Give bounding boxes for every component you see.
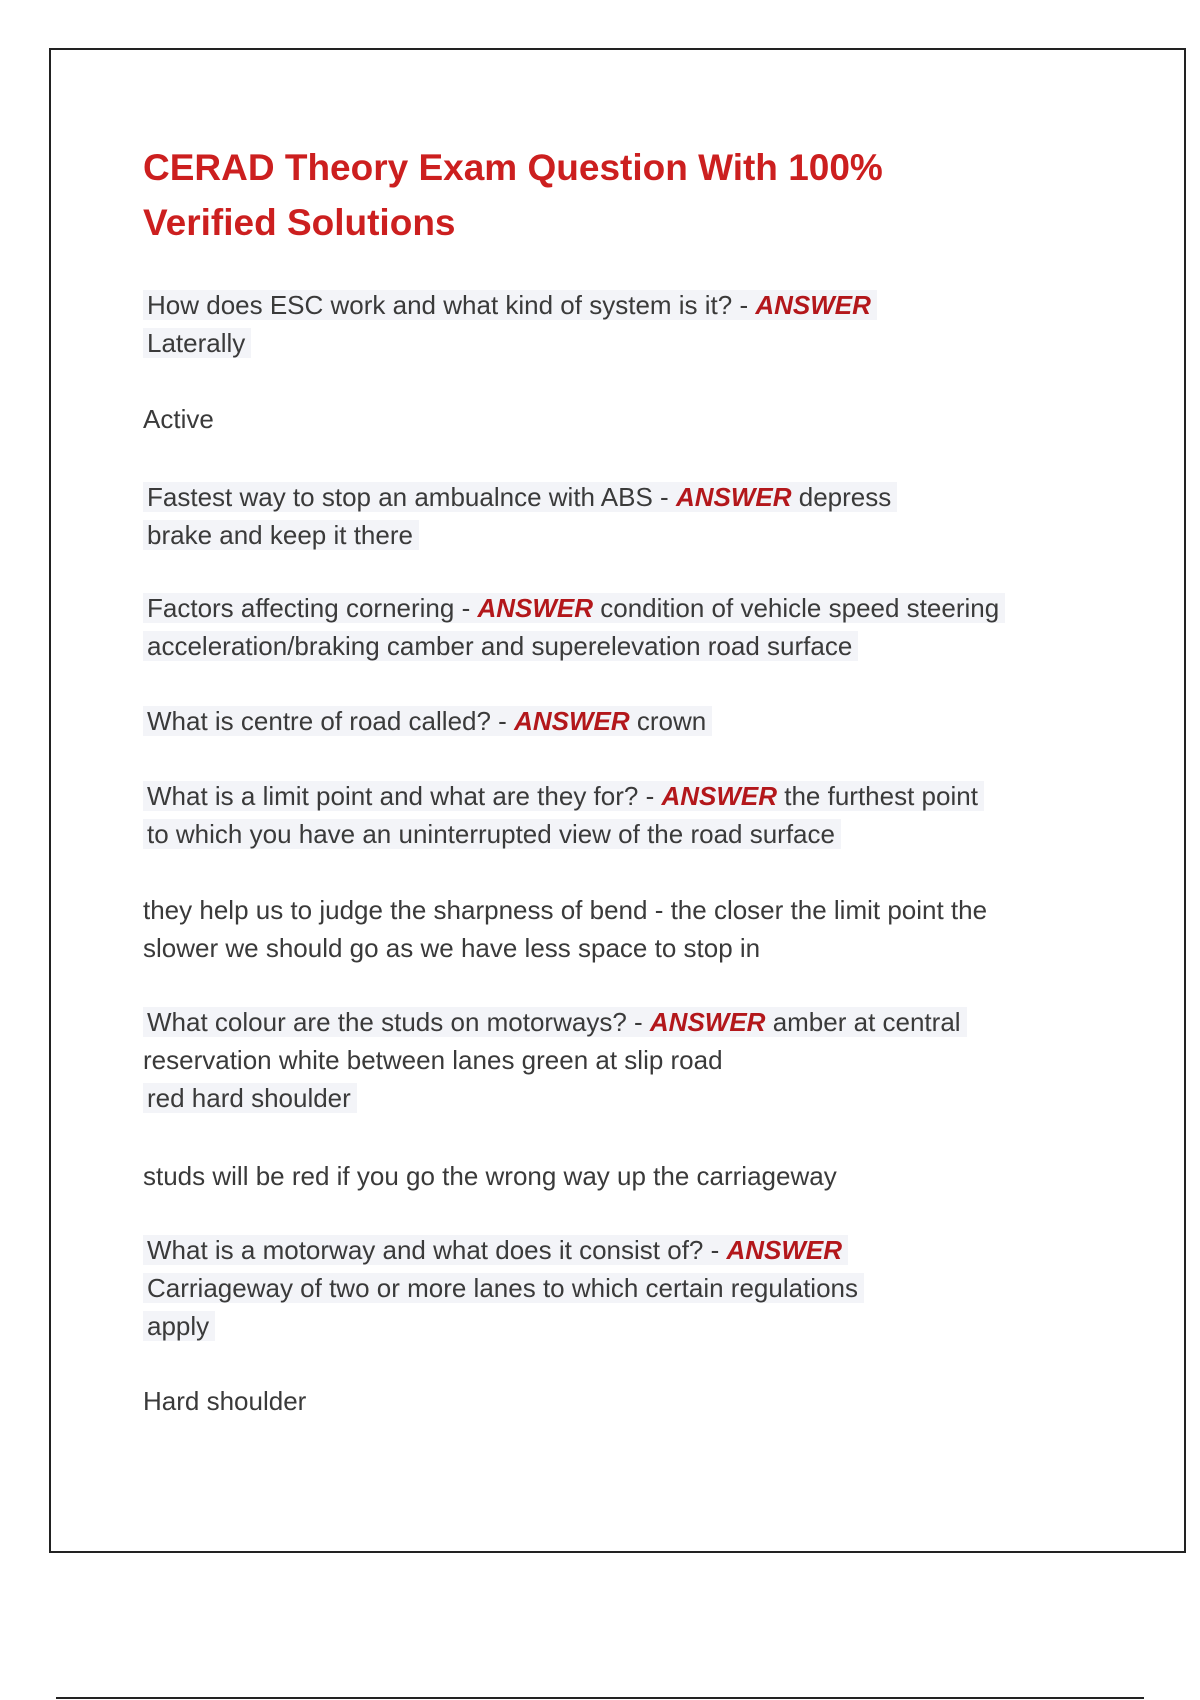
answer-text: crown — [636, 706, 707, 736]
answer-label: ANSWER — [675, 482, 792, 512]
question-text: What is a limit point and what are they for? - — [147, 781, 662, 811]
answer-text-cont: red hard shoulder — [143, 1083, 357, 1113]
answer-text-cont: reservation white between lanes green at slip road — [143, 1045, 723, 1075]
answer-text: Laterally — [143, 328, 251, 358]
answer-extra: Hard shoulder — [143, 1386, 307, 1416]
answer-extra: slower we should go as we have less space to stop in — [143, 933, 761, 963]
answer-label: ANSWER — [726, 1235, 843, 1265]
answer-text: depress — [798, 482, 892, 512]
answer-text-cont: apply — [143, 1311, 215, 1341]
answer-label: ANSWER — [514, 706, 630, 736]
qa-item-studs — [143, 1003, 1103, 1117]
page-title: CERAD Theory Exam Question With 100% Verified Solutions — [143, 147, 883, 243]
question-text: Fastest way to stop an ambualnce with ABS - — [147, 482, 676, 512]
answer-extra: they help us to judge the sharpness of bend - the closer the limit point the — [143, 895, 988, 925]
qa-item-esc — [143, 286, 1103, 362]
answer-text-cont: acceleration/braking camber and superelevation road surface — [143, 631, 858, 661]
answer-text: amber at central — [772, 1007, 961, 1037]
qa-item-motorway — [143, 1231, 1103, 1345]
qa-item-limit-point — [143, 777, 1103, 853]
answer-text: the furthest point — [784, 781, 978, 811]
answer-text: condition of vehicle speed steering — [600, 593, 1000, 623]
answer-label: ANSWER — [477, 593, 594, 623]
answer-extra: studs will be red if you go the wrong way up the carriageway — [143, 1161, 837, 1191]
document-header — [143, 140, 1103, 250]
answer-text-cont: to which you have an uninterrupted view of the road surface — [143, 819, 841, 849]
qa-item-cornering — [143, 589, 1103, 665]
question-text: What is centre of road called? - — [147, 706, 515, 736]
qa-item-crown — [143, 702, 1103, 740]
qa-item-abs — [143, 478, 1103, 554]
answer-label: ANSWER — [649, 1007, 766, 1037]
answer-label: ANSWER — [661, 781, 778, 811]
page-divider — [56, 1697, 1144, 1699]
answer-text-cont: brake and keep it there — [143, 520, 419, 550]
question-text: Factors affecting cornering - — [147, 593, 478, 623]
question-text: What colour are the studs on motorways? - — [147, 1007, 650, 1037]
question-text: What is a motorway and what does it consist of? - — [147, 1235, 727, 1265]
answer-text-cont: Carriageway of two or more lanes to which certain regulations — [143, 1273, 864, 1303]
answer-extra: Active — [143, 404, 214, 434]
answer-label: ANSWER — [755, 290, 871, 320]
question-text: How does ESC work and what kind of system is it? - — [147, 290, 756, 320]
